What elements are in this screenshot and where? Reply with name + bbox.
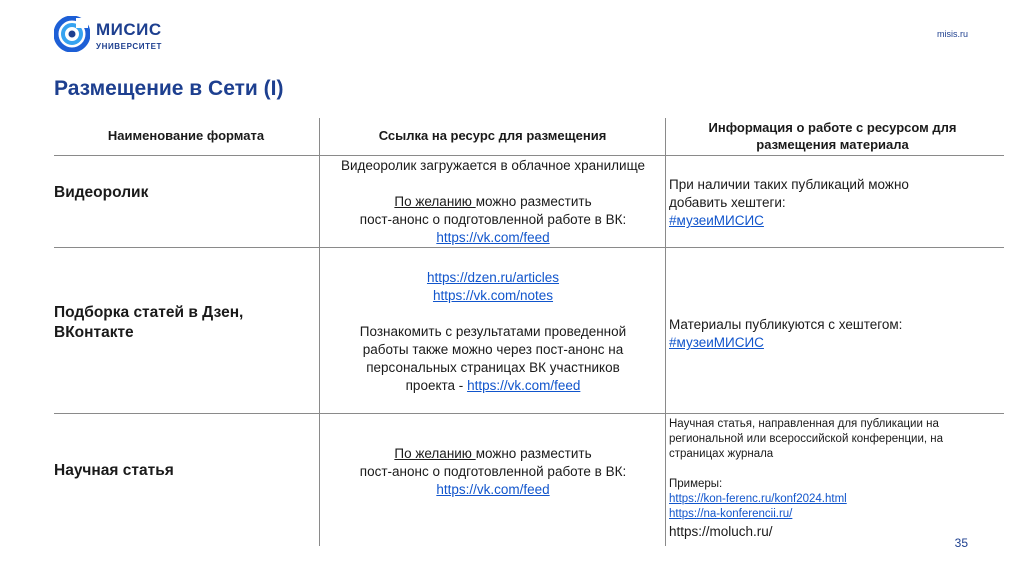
row-link-text: проекта - xyxy=(405,378,468,393)
examples-label: Примеры: xyxy=(669,478,723,490)
kon-ferenc-link[interactable]: https://kon-ferenc.ru/konf2024.html xyxy=(669,493,847,505)
row-link-text: персональных страницах ВК участников xyxy=(366,360,620,375)
row-info-cell xyxy=(669,176,999,230)
optional-label: По желанию xyxy=(394,194,476,209)
row-info-text: При наличии таких публикаций можно xyxy=(669,177,909,192)
column-header: Наименование формата xyxy=(107,128,265,143)
row-info-cell xyxy=(669,316,999,352)
vk-feed-link[interactable]: https://vk.com/feed xyxy=(467,378,581,393)
table-row-divider xyxy=(54,413,1004,414)
page-number: 35 xyxy=(954,536,968,550)
row-name: Видеоролик xyxy=(54,184,149,201)
row-info-cell xyxy=(669,417,999,541)
na-konferencii-link[interactable]: https://na-konferencii.ru/ xyxy=(669,508,793,520)
vk-feed-link[interactable]: https://vk.com/feed xyxy=(436,230,550,245)
vk-notes-link[interactable]: https://vk.com/notes xyxy=(432,288,554,303)
site-url[interactable]: misis.ru xyxy=(937,29,968,39)
dzen-articles-link[interactable]: https://dzen.ru/articles xyxy=(426,270,560,285)
row-info-text: добавить хештеги: xyxy=(669,195,786,210)
table-column-divider xyxy=(665,118,666,546)
row-link-text: Видеоролик загружается в облачное хранилище xyxy=(340,158,646,173)
brand-subtitle: УНИВЕРСИТЕТ xyxy=(96,42,162,51)
row-link-text: можно разместить xyxy=(475,446,592,461)
row-name: Научная статья xyxy=(54,462,174,479)
table-row-divider xyxy=(54,247,1004,248)
hashtag-link[interactable]: #музеиМИСИС xyxy=(669,335,764,350)
row-name: Подборка статей в Дзен, ВКонтакте xyxy=(54,304,244,341)
row-link-text: Познакомить с результатами проведенной xyxy=(359,324,627,339)
page-title: Размещение в Сети (I) xyxy=(54,77,284,100)
misis-logo-icon xyxy=(54,16,90,52)
row-info-text: региональной или всероссийской конференции, на xyxy=(669,433,944,445)
optional-label: По желанию xyxy=(394,446,476,461)
row-link-text: пост-анонс о подготовленной работе в ВК: xyxy=(359,212,627,227)
hashtag-link[interactable]: #музеиМИСИС xyxy=(669,213,764,228)
row-link-text: можно разместить xyxy=(475,194,592,209)
row-link-cell xyxy=(322,269,664,395)
moluch-link[interactable]: https://moluch.ru/ xyxy=(669,524,773,539)
row-info-text: страницах журнала xyxy=(669,448,774,460)
table-column-divider xyxy=(319,118,320,546)
row-info-text: Материалы публикуются с хештегом: xyxy=(669,317,903,332)
column-header: Информация о работе с ресурсом для размещения материала xyxy=(708,120,957,152)
row-link-cell xyxy=(322,157,664,247)
vk-feed-link[interactable]: https://vk.com/feed xyxy=(436,482,550,497)
misis-logo xyxy=(54,14,174,58)
row-info-text: Научная статья, направленная для публикации на xyxy=(669,418,939,430)
table-header-divider xyxy=(54,155,1004,156)
column-header: Ссылка на ресурс для размещения xyxy=(378,128,607,143)
row-link-text: пост-анонс о подготовленной работе в ВК: xyxy=(359,464,627,479)
brand-name: МИСИС xyxy=(96,20,162,39)
row-link-cell xyxy=(322,445,664,499)
row-link-text: работы также можно через пост-анонс на xyxy=(362,342,624,357)
